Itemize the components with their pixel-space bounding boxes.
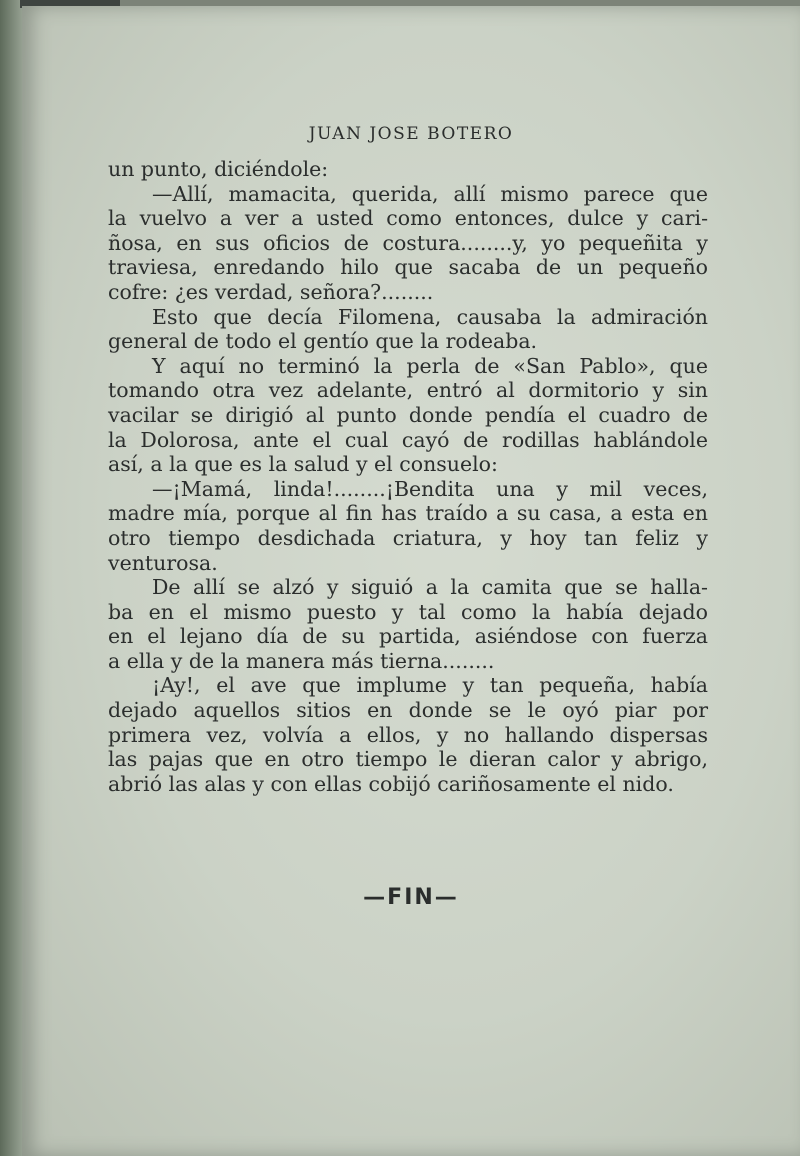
text-line: general de todo el gentío que la rodeaba.	[108, 329, 538, 354]
text-line: la vuelvo a ver a usted como entonces, dulce y cari-	[108, 206, 708, 231]
text-line: ñosa, en sus oficios de costura........y, yo pequeñita y	[108, 230, 708, 255]
text-line: la Dolorosa, ante el cual cayó de rodillas hablándole	[108, 427, 708, 452]
text-line: dejado aquellos sitios en donde se le oyó piar por	[108, 698, 708, 723]
text-line: otro tiempo desdichada criatura, y hoy tan feliz y	[108, 525, 708, 550]
text-line: Y aquí no terminó la perla de «San Pablo», que	[152, 353, 708, 378]
text-line: De allí se alzó y siguió a la camita que se halla-	[152, 575, 708, 600]
text-line: venturosa.	[108, 550, 218, 575]
text-line: así, a la que es la salud y el consuelo:	[108, 452, 498, 477]
text-line: ¡Ay!, el ave que implume y tan pequeña, había	[152, 673, 708, 698]
text-line: cofre: ¿es verdad, señora?........	[108, 279, 434, 304]
text-line: tomando otra vez adelante, entró al dormitorio y sin	[108, 378, 708, 403]
text-line: —Allí, mamacita, querida, allí mismo parece que	[152, 181, 708, 206]
text-line: en el lejano día de su partida, asiéndose con fuerza	[108, 624, 708, 649]
text-line: ba en el mismo puesto y tal como la había dejado	[108, 599, 708, 624]
text-line: —¡Mamá, linda!........¡Bendita una y mil veces,	[152, 476, 708, 501]
body-text	[108, 157, 708, 796]
text-line: madre mía, porque al fin has traído a su casa, a esta en	[108, 501, 708, 526]
book-spine	[0, 0, 24, 1156]
text-line: las pajas que en otro tiempo le dieran calor y abrigo,	[108, 747, 708, 772]
text-line: primera vez, volvía a ellos, y no hallando dispersas	[108, 722, 708, 747]
text-line: un punto, diciéndole:	[108, 157, 329, 181]
text-line: a ella y de la manera más tierna........	[108, 648, 495, 673]
text-line: Esto que decía Filomena, causaba la admiración	[152, 304, 708, 329]
text-line: vacilar se dirigió al punto donde pendía el cuadro de	[108, 402, 708, 427]
running-header: JUAN JOSE BOTERO	[308, 124, 514, 144]
text-line: traviesa, enredando hilo que sacaba de un pequeño	[108, 255, 708, 280]
end-mark: —FIN—	[363, 885, 459, 910]
text-line: abrió las alas y con ellas cobijó cariñosamente el nido.	[108, 771, 674, 796]
